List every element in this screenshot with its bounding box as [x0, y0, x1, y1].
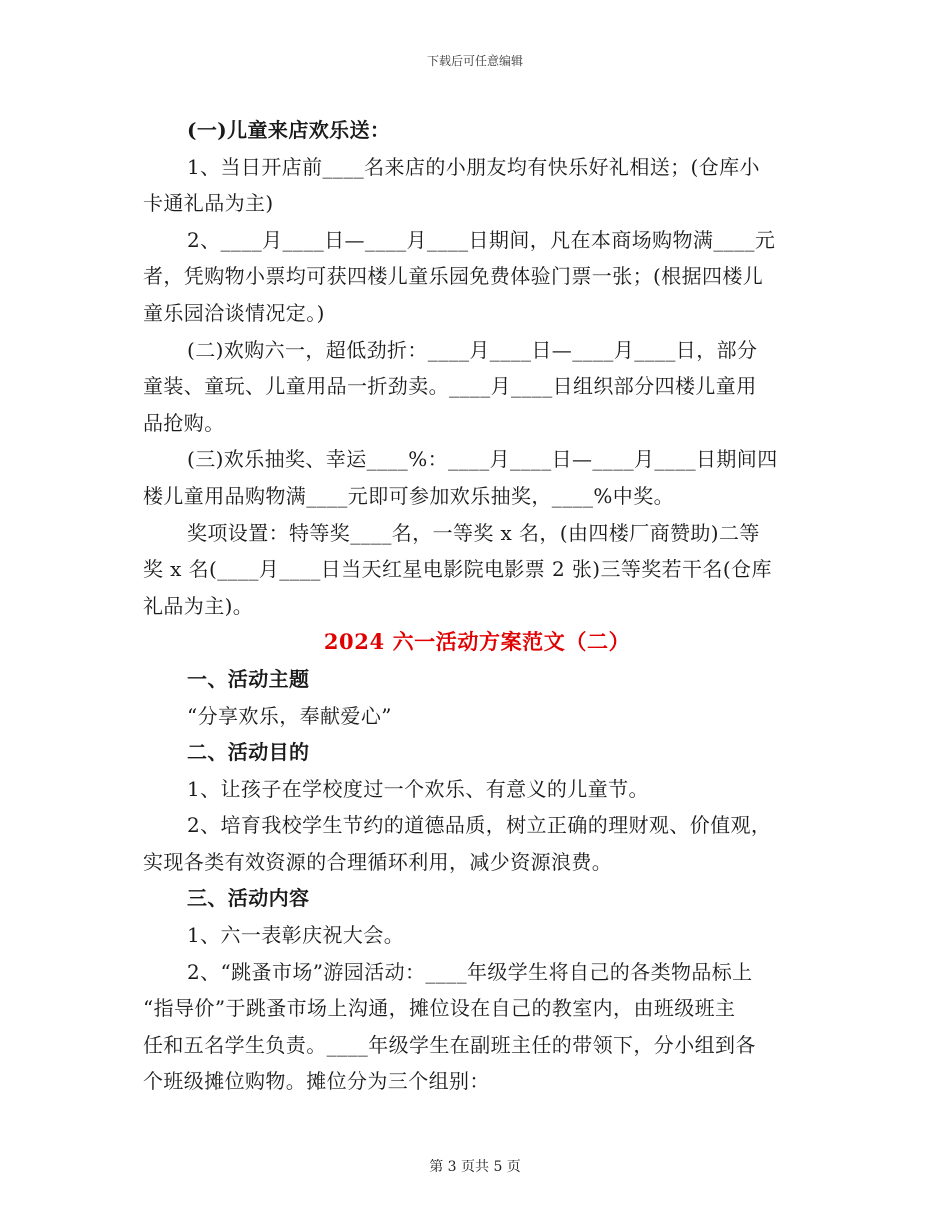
paragraph-line: 童乐园洽谈情况定。): [143, 300, 325, 325]
page-footer: 第 3 页共 5 页: [429, 1159, 521, 1175]
paragraph-line: 1、六一表彰庆祝大会。: [187, 923, 405, 948]
paragraph-line: 礼品为主)。: [143, 593, 254, 618]
paragraph-line: “指导价”于跳蚤市场上沟通，摊位设在自己的教室内，由班级班主: [143, 996, 736, 1021]
subheading-kids-gift: (一)儿童来店欢乐送：: [187, 118, 391, 142]
paragraph-line: (二)欢购六一，超低劲折：____月____日—____月____日，部分: [187, 337, 758, 362]
document-body: [143, 112, 811, 1100]
paragraph-line: 楼儿童用品购物满____元即可参加欢乐抽奖，____%中奖。: [143, 483, 675, 508]
heading-theme: 一、活动主题: [187, 666, 310, 691]
paragraph-line: 卡通礼品为主): [143, 191, 274, 216]
paragraph-line: 2、培育我校学生节约的道德品质，树立正确的理财观、价值观，: [187, 813, 772, 838]
paragraph-line: 2、____月____日—____月____日期间，凡在本商场购物满____元: [187, 227, 776, 252]
paragraph-line: 奖项设置：特等奖____名，一等奖 x 名，(由四楼厂商赞助)二等: [187, 520, 760, 545]
section-title: 2024 六一活动方案范文（二）: [323, 629, 631, 655]
paragraph-line: 实现各类有效资源的合理循环利用，减少资源浪费。: [143, 849, 613, 874]
paragraph-line: 者，凭购物小票均可获四楼儿童乐园免费体验门票一张；(根据四楼儿: [143, 264, 764, 289]
paragraph-line: 1、让孩子在学校度过一个欢乐、有意义的儿童节。: [187, 776, 649, 801]
paragraph-line: 个班级摊位购物。摊位分为三个组别：: [143, 1069, 490, 1094]
heading-content: 三、活动内容: [187, 886, 310, 911]
paragraph-line: 任和五名学生负责。____年级学生在副班主任的带领下，分小组到各: [143, 1032, 756, 1057]
theme-quote: “分享欢乐，奉献爱心”: [187, 703, 392, 728]
paragraph-line: 童装、童玩、儿童用品一折劲卖。____月____日组织部分四楼儿童用: [143, 374, 757, 399]
paragraph-line: 奖 x 名(____月____日当天红星电影院电影票 2 张)三等奖若干名(仓库: [143, 557, 772, 582]
paragraph-line: 2、“跳蚤市场”游园活动：____年级学生将自己的各类物品标上: [187, 959, 753, 984]
page-header: 下载后可任意编辑: [426, 54, 523, 68]
paragraph-line: 品抢购。: [143, 410, 225, 435]
heading-goals: 二、活动目的: [187, 740, 310, 765]
paragraph-line: 1、当日开店前____名来店的小朋友均有快乐好礼相送；(仓库小: [187, 154, 760, 179]
paragraph-line: (三)欢乐抽奖、幸运____%：____月____日—____月____日期间四: [187, 447, 778, 472]
